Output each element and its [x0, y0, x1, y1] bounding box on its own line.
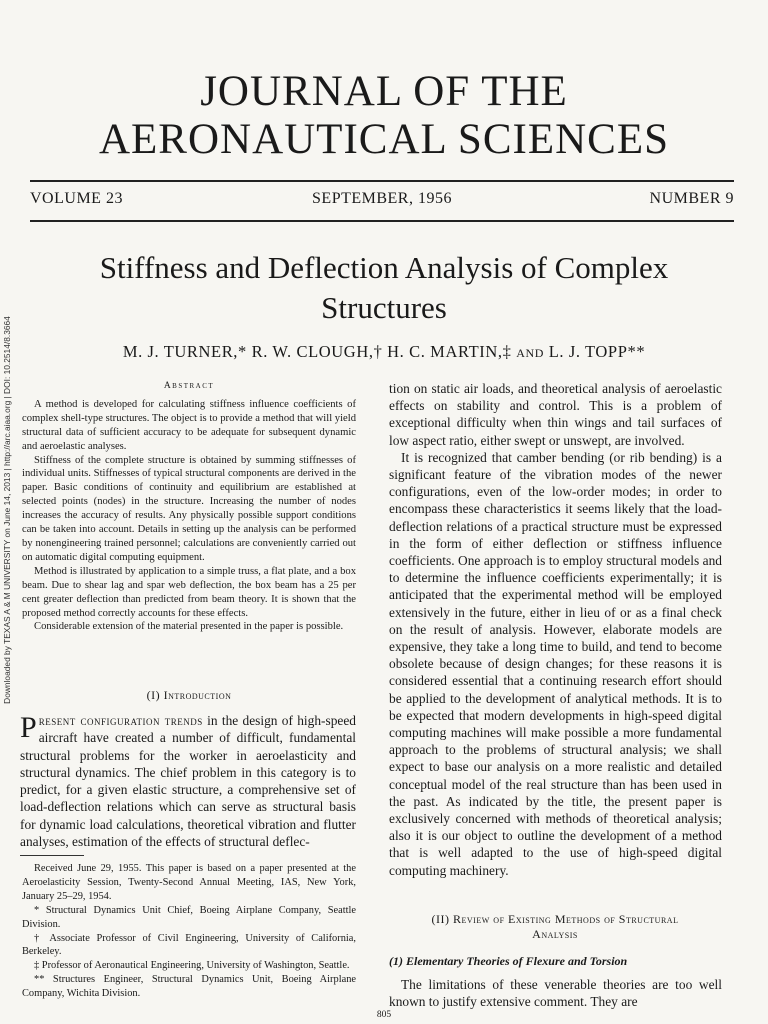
journal-title — [0, 68, 768, 164]
body-paragraph: The limitations of these venerable theories are too well known to justify extensive comment. They are — [389, 977, 722, 1010]
footnote-martin: ‡ Professor of Aeronautical Engineering, University of Washington, Seattle. — [34, 960, 350, 972]
introduction-text: in the design of high-speed aircraft have created a number of difficult, fundamental structural problems for the worker in aeroelasticity and structural dynamics. The chief problem in this category is to predict, for a given elastic structure, a comprehensive set of load-deflection relations which can serve as structural basis for dynamic load calculations, theoretical vibration and flutter analyses, estimation of the effects of structural deflec- — [20, 713, 356, 850]
issue-date: SEPTEMBER, 1956 — [312, 190, 452, 207]
section-heading-review — [387, 912, 723, 942]
body-paragraph: It is recognized that camber bending (or rib bending) is a significant feature of the vibration modes of the newer configurations, even of the low-order modes; in order to encompass these characteristics it seems likely that the load-deflection relations of a practical structure must be expressed in the form of either deflection or stiffness influence coefficients. One approach is to employ structural models and to determine the influence coefficients experimentally; it is anticipated that the experimental method will be employed extensively in the future, either in lieu of or as a final check on the result of analysis. However, elaborate models are expensive, they take a long time to build, and tend to become obsolete because of design changes; for these reasons it is considered essential that a continuing research effort should be applied to the development of analytical methods. It is to be expected that modern developments in high-speed digital computing machines will make possible a more fundamental approach to the problems of structural analysis; we shall expect to base our analysis on a more realistic and detailed conceptual model of the real structure than has been used in the past. As indicated by the title, the present paper is exclusively concerned with methods of theoretical analysis; also it is our object to outline the development of a method that is well adapted to the use of high-speed digital computing machinery. — [389, 449, 722, 878]
body-paragraph: tion on static air loads, and theoretical analysis of aeroelastic effects on stability and control. This is a problem of exceptional difficulty when thin wings and tail surfaces of low aspect ratio, either swept or unswept, are involved. — [389, 381, 722, 448]
author-clough: R. W. CLOUGH,† — [251, 342, 383, 361]
footnote-turner: * Structural Dynamics Unit Chief, Boeing Airplane Company, Seattle Division. — [22, 904, 356, 930]
download-watermark-text: Downloaded by TEXAS A & M UNIVERSITY on June 14, 2013 | http://arc.aiaa.org | DOI: 10.2514/8.3664 — [2, 316, 12, 704]
abstract-paragraph: A method is developed for calculating stiffness influence coefficients of complex shell-type structures. The object is to provide a method that will yield structural data of sufficient accuracy to be adequate for subsequent dynamic and aeroelastic analyses. — [22, 398, 356, 452]
journal-title-line1: JOURNAL OF THE — [200, 68, 568, 115]
introduction-body — [20, 712, 356, 850]
page-number: 805 — [376, 1010, 392, 1020]
introduction-lead: resent configuration trends — [38, 713, 203, 728]
paper-title-line2: Structures — [321, 290, 447, 325]
section-heading-review-line2: Analysis — [532, 927, 578, 941]
footnotes — [22, 862, 356, 1001]
paper-title-line1: Stiffness and Deflection Analysis of Complex — [99, 250, 669, 285]
introduction-paragraph — [20, 712, 356, 850]
subsection-heading: (1) Elementary Theories of Flexure and Torsion — [389, 954, 628, 968]
author-topp: L. J. TOPP** — [548, 342, 646, 361]
header-rule-bottom — [30, 220, 734, 222]
drop-cap: P — [20, 711, 37, 744]
journal-title-line2: AERONAUTICAL SCIENCES — [98, 116, 670, 163]
footnote-topp: ** Structures Engineer, Structural Dynamics Unit, Boeing Airplane Company, Wichita Division. — [22, 974, 356, 1000]
header-rule-top — [30, 180, 734, 182]
abstract-paragraph: Stiffness of the complete structure is obtained by summing stiffnesses of individual units. Stiffnesses of typical structural components are derived in the paper. Basic conditions of continuity and equilibrium are established at selected points (nodes) in the structure. Increasing the number of nodes increases the accuracy of results. Any physically possible support conditions can be taken into account. Details in setting up the analysis can be performed by nonengineering trained personnel; calculations are conveniently carried out on automatic digital computing equipment. — [22, 454, 356, 563]
issue-volume: VOLUME 23 — [30, 190, 123, 207]
author-martin: H. C. MARTIN,‡ — [387, 342, 512, 361]
author-line — [0, 342, 768, 362]
footnote-clough: † Associate Professor of Civil Engineering, University of California, Berkeley. — [22, 932, 356, 958]
abstract-heading: Abstract — [163, 381, 215, 391]
footnote-received: Received June 29, 1955. This paper is based on a paper presented at the Aeroelasticity Session, Twenty-Second Annual Meeting, IAS, New York, January 25–29, 1954. — [22, 863, 356, 902]
paper-title — [0, 248, 768, 328]
right-column-tail — [389, 976, 722, 1010]
right-column-body — [389, 380, 722, 879]
abstract-paragraph: Considerable extension of the material presented in the paper is possible. — [34, 621, 344, 633]
author-conjunction: AND — [516, 346, 544, 360]
abstract-paragraph: Method is illustrated by application to a simple truss, a flat plate, and a box beam. Due to shear lag and spar web deflection, the box beam has a 25 per cent greater deflection than predicted from beam theory. It is shown that the proposed method correctly accounts for these effects. — [22, 565, 356, 619]
section-heading-review-line1: (II) Review of Existing Methods of Structural — [431, 912, 679, 926]
issue-number: NUMBER 9 — [649, 190, 734, 207]
footnote-rule — [20, 855, 84, 856]
section-heading-introduction: (I) Introduction — [146, 688, 232, 702]
abstract — [22, 380, 356, 634]
download-watermark — [0, 300, 14, 720]
author-turner: M. J. TURNER,* — [122, 342, 247, 361]
